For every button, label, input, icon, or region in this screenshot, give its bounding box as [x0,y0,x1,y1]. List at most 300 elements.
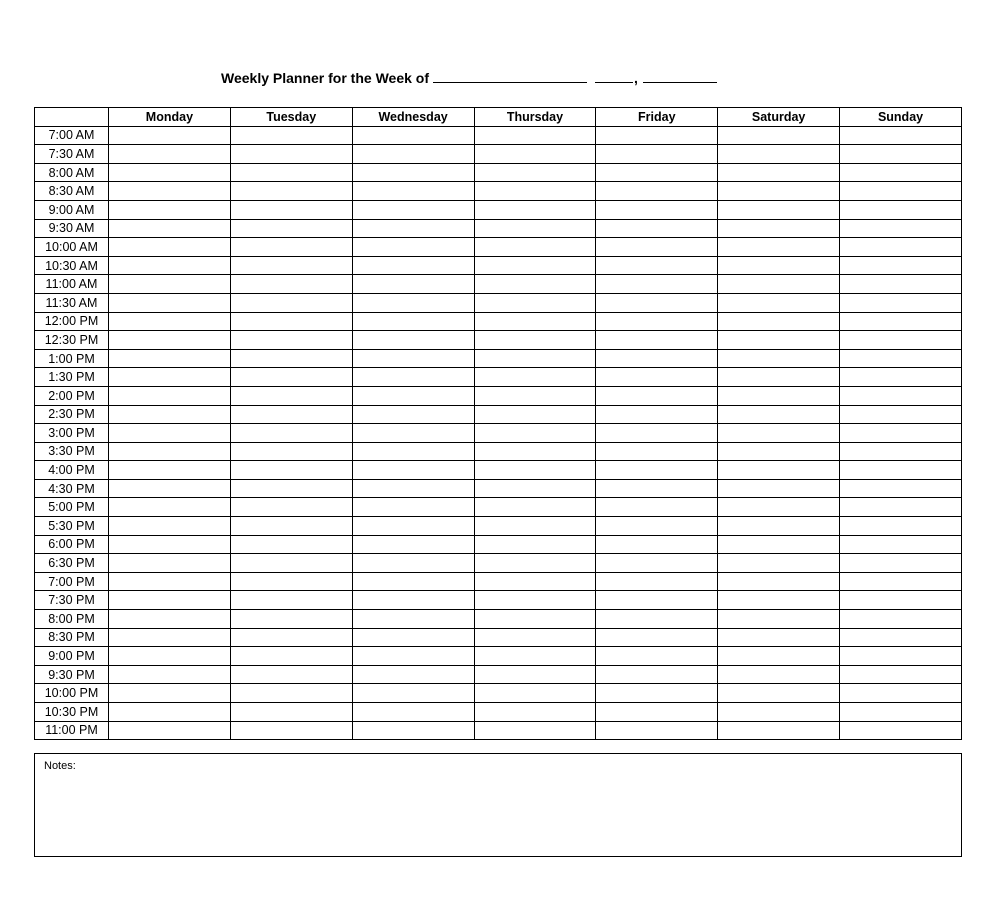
time-slot-row [35,293,962,312]
planner-cell[interactable] [230,721,352,740]
planner-cell[interactable] [840,647,962,666]
time-label: 3:00 PM [35,424,109,443]
planner-cell[interactable] [474,535,596,554]
time-slot-row [35,479,962,498]
planner-cell[interactable] [109,572,231,591]
time-label: 7:00 AM [35,126,109,145]
planner-cell[interactable] [109,331,231,350]
planner-cell[interactable] [474,219,596,238]
planner-cell[interactable] [596,572,718,591]
planner-cell[interactable] [840,610,962,629]
planner-cell[interactable] [109,256,231,275]
time-slot-row [35,591,962,610]
planner-cell[interactable] [840,163,962,182]
planner-cell[interactable] [474,684,596,703]
planner-cell[interactable] [230,238,352,257]
planner-cell[interactable] [596,368,718,387]
time-slot-row [35,665,962,684]
planner-cell[interactable] [718,145,840,164]
planner-cell[interactable] [474,703,596,722]
planner-cell[interactable] [474,647,596,666]
planner-cell[interactable] [474,628,596,647]
planner-cell[interactable] [596,647,718,666]
day-header: Friday [596,108,718,127]
planner-cell[interactable] [230,349,352,368]
time-slot-row [35,442,962,461]
planner-cell[interactable] [474,200,596,219]
planner-cell[interactable] [596,703,718,722]
planner-cell[interactable] [596,535,718,554]
planner-cell[interactable] [840,238,962,257]
planner-cell[interactable] [840,572,962,591]
planner-cell[interactable] [352,163,474,182]
planner-cell[interactable] [840,479,962,498]
planner-cell[interactable] [840,126,962,145]
time-slot-row [35,498,962,517]
planner-cell[interactable] [596,479,718,498]
planner-cell[interactable] [352,461,474,480]
planner-cell[interactable] [352,535,474,554]
planner-cell[interactable] [596,200,718,219]
time-label: 7:30 PM [35,591,109,610]
weekly-planner-table [34,107,962,740]
header-row [35,108,962,127]
planner-cell[interactable] [840,219,962,238]
planner-cell[interactable] [230,665,352,684]
day-header: Thursday [474,108,596,127]
planner-cell[interactable] [109,684,231,703]
planner-cell[interactable] [718,479,840,498]
planner-cell[interactable] [474,163,596,182]
time-slot-row [35,554,962,573]
planner-cell[interactable] [596,665,718,684]
planner-cell[interactable] [109,479,231,498]
planner-cell[interactable] [230,424,352,443]
planner-cell[interactable] [840,535,962,554]
day-header: Wednesday [352,108,474,127]
planner-cell[interactable] [109,163,231,182]
time-slot-row [35,461,962,480]
planner-cell[interactable] [474,517,596,536]
planner-cell[interactable] [474,591,596,610]
time-label: 5:30 PM [35,517,109,536]
planner-cell[interactable] [840,424,962,443]
planner-cell[interactable] [230,591,352,610]
planner-cell[interactable] [109,461,231,480]
planner-cell[interactable] [596,256,718,275]
planner-cell[interactable] [596,424,718,443]
planner-cell[interactable] [718,424,840,443]
planner-cell[interactable] [352,349,474,368]
planner-cell[interactable] [718,200,840,219]
planner-cell[interactable] [840,200,962,219]
planner-cell[interactable] [230,405,352,424]
planner-cell[interactable] [230,200,352,219]
planner-cell[interactable] [230,368,352,387]
planner-cell[interactable] [230,647,352,666]
planner-cell[interactable] [352,331,474,350]
planner-cell[interactable] [109,238,231,257]
planner-cell[interactable] [596,145,718,164]
planner-cell[interactable] [596,554,718,573]
time-slot-row [35,517,962,536]
planner-cell[interactable] [230,628,352,647]
planner-cell[interactable] [230,293,352,312]
planner-cell[interactable] [352,628,474,647]
time-slot-row [35,349,962,368]
corner-cell [35,108,109,127]
planner-cell[interactable] [840,331,962,350]
planner-cell[interactable] [230,610,352,629]
year-blank-field[interactable] [643,81,717,83]
planner-cell[interactable] [596,628,718,647]
time-label: 2:00 PM [35,386,109,405]
planner-cell[interactable] [109,219,231,238]
planner-cell[interactable] [109,349,231,368]
planner-cell[interactable] [718,405,840,424]
planner-cell[interactable] [352,405,474,424]
planner-cell[interactable] [596,219,718,238]
planner-cell[interactable] [718,461,840,480]
planner-cell[interactable] [596,163,718,182]
planner-cell[interactable] [352,200,474,219]
planner-cell[interactable] [474,721,596,740]
planner-cell[interactable] [352,665,474,684]
planner-cell[interactable] [718,331,840,350]
planner-cell[interactable] [109,368,231,387]
planner-cell[interactable] [474,386,596,405]
planner-cell[interactable] [109,721,231,740]
planner-cell[interactable] [109,554,231,573]
planner-cell[interactable] [596,498,718,517]
planner-cell[interactable] [109,498,231,517]
planner-cell[interactable] [474,349,596,368]
planner-cell[interactable] [230,256,352,275]
planner-cell[interactable] [474,126,596,145]
planner-cell[interactable] [596,293,718,312]
time-slot-row [35,126,962,145]
planner-cell[interactable] [840,628,962,647]
planner-cell[interactable] [230,461,352,480]
planner-cell[interactable] [840,312,962,331]
time-label: 9:30 PM [35,665,109,684]
planner-cell[interactable] [109,647,231,666]
planner-cell[interactable] [352,256,474,275]
time-slot-row [35,368,962,387]
planner-cell[interactable] [840,442,962,461]
planner-cell[interactable] [352,703,474,722]
time-label: 6:30 PM [35,554,109,573]
planner-cell[interactable] [718,293,840,312]
planner-cell[interactable] [352,517,474,536]
planner-cell[interactable] [718,517,840,536]
planner-cell[interactable] [109,628,231,647]
planner-cell[interactable] [352,684,474,703]
day-header: Tuesday [230,108,352,127]
planner-cell[interactable] [230,535,352,554]
time-label: 10:00 PM [35,684,109,703]
planner-cell[interactable] [352,275,474,294]
time-label: 8:30 AM [35,182,109,201]
planner-cell[interactable] [840,275,962,294]
planner-cell[interactable] [230,572,352,591]
planner-cell[interactable] [718,703,840,722]
planner-cell[interactable] [840,349,962,368]
time-label: 11:30 AM [35,293,109,312]
planner-cell[interactable] [840,554,962,573]
planner-cell[interactable] [596,610,718,629]
planner-cell[interactable] [840,684,962,703]
planner-cell[interactable] [474,424,596,443]
planner-cell[interactable] [352,721,474,740]
time-slot-row [35,647,962,666]
planner-cell[interactable] [109,703,231,722]
planner-cell[interactable] [109,424,231,443]
planner-cell[interactable] [352,479,474,498]
planner-cell[interactable] [352,647,474,666]
time-slot-row [35,256,962,275]
planner-cell[interactable] [109,442,231,461]
planner-cell[interactable] [474,498,596,517]
planner-cell[interactable] [718,256,840,275]
planner-cell[interactable] [474,145,596,164]
planner-cell[interactable] [718,628,840,647]
planner-cell[interactable] [109,275,231,294]
planner-cell[interactable] [718,163,840,182]
page-title [221,66,717,86]
planner-cell[interactable] [230,554,352,573]
planner-cell[interactable] [596,684,718,703]
time-label: 5:00 PM [35,498,109,517]
time-slot-row [35,628,962,647]
week-blank-field[interactable] [433,81,587,83]
planner-cell[interactable] [596,405,718,424]
planner-cell[interactable] [230,517,352,536]
notes-label: Notes: [44,760,76,772]
planner-cell[interactable] [718,498,840,517]
planner-cell[interactable] [230,684,352,703]
notes-box[interactable] [34,753,962,857]
planner-cell[interactable] [840,703,962,722]
planner-cell[interactable] [109,126,231,145]
planner-cell[interactable] [840,665,962,684]
planner-cell[interactable] [230,145,352,164]
time-label: 4:30 PM [35,479,109,498]
day-header: Sunday [840,108,962,127]
planner-cell[interactable] [718,610,840,629]
planner-cell[interactable] [352,219,474,238]
time-label: 9:00 PM [35,647,109,666]
planner-cell[interactable] [474,405,596,424]
planner-cell[interactable] [718,721,840,740]
planner-cell[interactable] [596,238,718,257]
planner-cell[interactable] [718,665,840,684]
time-slot-row [35,331,962,350]
planner-cell[interactable] [840,461,962,480]
planner-cell[interactable] [596,517,718,536]
time-slot-row [35,424,962,443]
planner-cell[interactable] [840,368,962,387]
planner-cell[interactable] [352,238,474,257]
planner-cell[interactable] [840,182,962,201]
time-slot-row [35,535,962,554]
planner-cell[interactable] [474,442,596,461]
time-slot-row [35,200,962,219]
planner-cell[interactable] [840,498,962,517]
time-label: 8:30 PM [35,628,109,647]
planner-cell[interactable] [230,386,352,405]
planner-cell[interactable] [474,238,596,257]
planner-cell[interactable] [352,498,474,517]
planner-cell[interactable] [718,647,840,666]
time-slot-row [35,219,962,238]
day-blank-field[interactable] [595,81,633,83]
planner-cell[interactable] [596,312,718,331]
planner-cell[interactable] [840,256,962,275]
planner-cell[interactable] [230,126,352,145]
title-text: Weekly Planner for the Week of [221,70,429,86]
planner-cell[interactable] [109,517,231,536]
planner-cell[interactable] [596,275,718,294]
time-slot-row [35,386,962,405]
time-label: 2:30 PM [35,405,109,424]
day-header: Saturday [718,108,840,127]
planner-cell[interactable] [109,293,231,312]
time-label: 1:30 PM [35,368,109,387]
planner-cell[interactable] [596,386,718,405]
time-label: 10:30 PM [35,703,109,722]
planner-cell[interactable] [596,182,718,201]
planner-cell[interactable] [352,610,474,629]
planner-cell[interactable] [230,498,352,517]
planner-cell[interactable] [230,442,352,461]
planner-cell[interactable] [230,331,352,350]
planner-cell[interactable] [109,386,231,405]
planner-cell[interactable] [474,256,596,275]
planner-cell[interactable] [109,591,231,610]
planner-cell[interactable] [718,368,840,387]
planner-cell[interactable] [474,312,596,331]
planner-cell[interactable] [230,312,352,331]
planner-cell[interactable] [352,591,474,610]
time-label: 8:00 PM [35,610,109,629]
planner-cell[interactable] [718,554,840,573]
planner-cell[interactable] [596,461,718,480]
planner-cell[interactable] [474,665,596,684]
planner-cell[interactable] [352,572,474,591]
planner-cell[interactable] [718,182,840,201]
planner-cell[interactable] [352,368,474,387]
time-slot-row [35,238,962,257]
planner-cell[interactable] [230,163,352,182]
planner-cell[interactable] [109,182,231,201]
planner-cell[interactable] [718,219,840,238]
planner-cell[interactable] [109,145,231,164]
time-label: 9:00 AM [35,200,109,219]
time-slot-row [35,312,962,331]
planner-cell[interactable] [718,349,840,368]
planner-cell[interactable] [718,275,840,294]
planner-cell[interactable] [474,461,596,480]
planner-cell[interactable] [352,386,474,405]
time-label: 11:00 PM [35,721,109,740]
planner-cell[interactable] [840,386,962,405]
planner-cell[interactable] [230,182,352,201]
planner-cell[interactable] [840,721,962,740]
planner-cell[interactable] [474,275,596,294]
planner-cell[interactable] [352,145,474,164]
planner-cell[interactable] [109,610,231,629]
planner-cell[interactable] [718,238,840,257]
planner-cell[interactable] [109,200,231,219]
planner-cell[interactable] [596,126,718,145]
planner-cell[interactable] [718,684,840,703]
planner-cell[interactable] [230,275,352,294]
planner-cell[interactable] [230,219,352,238]
planner-cell[interactable] [352,182,474,201]
planner-cell[interactable] [718,126,840,145]
planner-cell[interactable] [109,405,231,424]
planner-cell[interactable] [474,572,596,591]
planner-cell[interactable] [352,312,474,331]
planner-cell[interactable] [718,312,840,331]
planner-cell[interactable] [352,554,474,573]
planner-cell[interactable] [230,703,352,722]
planner-cell[interactable] [718,535,840,554]
time-slot-row [35,721,962,740]
planner-cell[interactable] [840,517,962,536]
planner-cell[interactable] [840,293,962,312]
time-slot-row [35,182,962,201]
planner-cell[interactable] [718,572,840,591]
planner-cell[interactable] [474,182,596,201]
planner-cell[interactable] [474,479,596,498]
planner-cell[interactable] [596,349,718,368]
planner-cell[interactable] [230,479,352,498]
planner-cell[interactable] [840,405,962,424]
planner-cell[interactable] [718,442,840,461]
planner-cell[interactable] [474,293,596,312]
time-label: 7:30 AM [35,145,109,164]
planner-cell[interactable] [596,721,718,740]
time-slot-row [35,145,962,164]
planner-cell[interactable] [352,442,474,461]
planner-cell[interactable] [596,591,718,610]
time-label: 6:00 PM [35,535,109,554]
time-slot-row [35,610,962,629]
planner-cell[interactable] [474,554,596,573]
time-label: 10:00 AM [35,238,109,257]
planner-cell[interactable] [596,331,718,350]
planner-cell[interactable] [109,312,231,331]
planner-cell[interactable] [109,665,231,684]
time-label: 10:30 AM [35,256,109,275]
planner-cell[interactable] [352,126,474,145]
time-label: 12:30 PM [35,331,109,350]
planner-cell[interactable] [718,591,840,610]
planner-cell[interactable] [474,331,596,350]
planner-cell[interactable] [840,591,962,610]
planner-cell[interactable] [474,610,596,629]
time-slot-row [35,684,962,703]
planner-cell[interactable] [109,535,231,554]
planner-cell[interactable] [596,442,718,461]
planner-cell[interactable] [840,145,962,164]
planner-cell[interactable] [718,386,840,405]
planner-cell[interactable] [474,368,596,387]
planner-cell[interactable] [352,293,474,312]
planner-cell[interactable] [352,424,474,443]
